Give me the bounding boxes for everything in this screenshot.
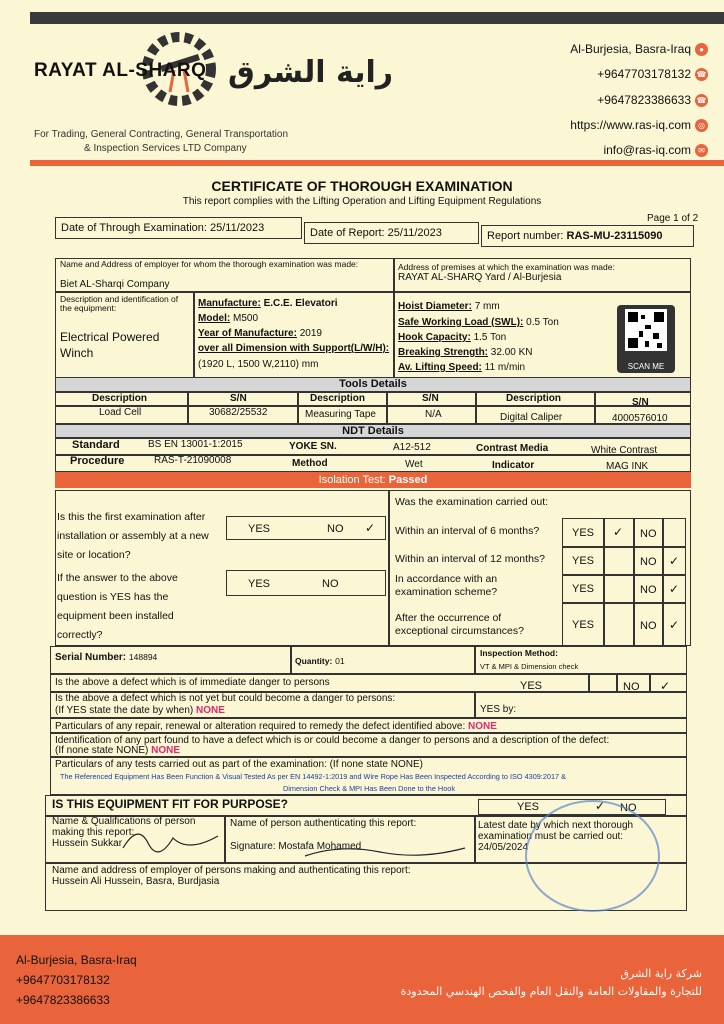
signature-icon xyxy=(118,818,228,858)
exam-date-label: Date of Through Examination: xyxy=(61,222,207,234)
tools-col-sn-1: S/N xyxy=(230,393,247,404)
identification-label: Identification of any part found to have a defect which is or could become a danger to persons and a description of the defect: xyxy=(55,735,610,746)
employer-value: Biet AL-Sharqi Company xyxy=(60,279,170,290)
divider xyxy=(388,490,390,646)
next-exam-label: examination must be carried out: xyxy=(478,831,624,842)
equipment-desc-value: Electrical Powered Winch xyxy=(60,330,160,360)
qual-label: making this report: xyxy=(52,827,135,838)
dims-label: over all Dimension with Support(L/W/H): xyxy=(198,343,390,354)
tools-header: Tools Details xyxy=(55,377,691,392)
hoist-value: 7 mm xyxy=(474,301,500,312)
dims-value: (1920 L, 1500 W,2110) mm xyxy=(198,359,319,370)
footer-arabic-line: للتجارة والمقاولات العامة والنقل العام والفحص الهندسي المحدودة xyxy=(400,985,702,998)
tool-desc: Digital Caliper xyxy=(500,412,563,423)
tool-sn: N/A xyxy=(425,409,442,420)
q2-line: If the answer to the above xyxy=(57,572,178,584)
premises-value: RAYAT AL-SHARQ Yard / Al-Burjesia xyxy=(398,272,562,283)
divider xyxy=(562,546,686,548)
globe-icon: ◎ xyxy=(695,119,708,132)
check-icon: ✓ xyxy=(595,799,606,813)
fit-yes[interactable]: YES xyxy=(517,801,540,813)
address-text: Al-Burjesia, Basra-Iraq xyxy=(570,42,691,56)
qual-label: Name & Qualifications of person xyxy=(52,816,196,827)
tool-sn: 4000576010 xyxy=(612,413,668,424)
speed-label: Av. Lifting Speed: xyxy=(398,362,482,373)
danger2-label: Is the above a defect which is not yet but could become a danger to persons: xyxy=(55,693,396,704)
repair-none: NONE xyxy=(468,721,497,732)
contact-phone-1 xyxy=(597,67,708,81)
speed-value: 11 m/min xyxy=(484,362,526,373)
qual-name: Hussein Sukkar xyxy=(52,838,123,849)
yoke-value: A12-512 xyxy=(393,442,431,453)
footer-arabic-line: شركة راية الشرق xyxy=(620,967,702,980)
i12-yes[interactable]: YES xyxy=(572,555,595,567)
fit-no[interactable]: NO xyxy=(620,802,637,814)
tests-value: Dimension Check & MPI Has Been Done to the Hook xyxy=(283,784,455,793)
q2-yes[interactable]: YES xyxy=(248,578,271,590)
report-number xyxy=(487,230,663,242)
tools-col-desc-3: Description xyxy=(506,393,562,404)
method-label: Method xyxy=(292,458,328,469)
report-date-label: Date of Report: xyxy=(310,227,385,239)
break-value: 32.00 KN xyxy=(490,347,533,358)
phone-icon: ☎ xyxy=(696,70,707,80)
indicator-label: Indicator xyxy=(492,460,535,471)
employer-persons-value: Hussein Ali Hussein, Basra, Burdjasia xyxy=(52,876,220,887)
divider xyxy=(474,646,476,674)
tool-desc: Measuring Tape xyxy=(305,409,376,420)
tests-value: The Referenced Equipment Has Been Function & Visual Tested As per EN 14492-1:2019 and Wire Rope Has Been Inspected According to ISO 4309:2017 & xyxy=(60,772,566,781)
q2-no[interactable]: NO xyxy=(322,578,339,590)
divider xyxy=(603,518,605,646)
danger-no[interactable]: NO xyxy=(623,681,640,693)
check-icon: ✓ xyxy=(365,521,376,535)
identification-none: NONE xyxy=(151,745,181,756)
divider xyxy=(474,692,476,718)
footer-arabic xyxy=(401,965,702,1001)
procedure-value: RAS-T-21090008 xyxy=(154,455,232,466)
repair-label: Particulars of any repair, renewal or alteration required to remedy the defect identified above: xyxy=(55,721,466,732)
hook-label: Hook Capacity: xyxy=(398,332,471,343)
tools-col-desc-2: Description xyxy=(310,393,366,404)
break-label: Breaking Strength: xyxy=(398,347,489,358)
phone-icon: ☎ xyxy=(696,96,707,106)
header-bar xyxy=(30,12,724,24)
premises-label: Address of premises at which the examination was made: xyxy=(398,262,615,272)
danger-yes[interactable]: YES xyxy=(520,680,543,692)
interval-12-label: Within an interval of 12 months? xyxy=(395,553,545,565)
contrast-label: Contrast Media xyxy=(476,443,549,454)
tools-col-sn-2: S/N xyxy=(422,393,439,404)
footer-phone-1: +9647703178132 xyxy=(16,973,110,987)
signature-label: Signature: xyxy=(230,841,276,852)
email-link[interactable]: info@ras-iq.com xyxy=(603,143,691,157)
danger-label: Is the above a defect which is of immediate danger to persons xyxy=(55,677,330,688)
tools-col-desc-1: Description xyxy=(92,393,148,404)
q1-line: Is this the first examination after xyxy=(57,511,206,523)
next-exam-label: Latest date by which next thorough xyxy=(478,820,634,831)
i6-yes[interactable]: YES xyxy=(572,527,595,539)
equipment-desc-label: Description and identification of the equipment: xyxy=(60,294,179,313)
scheme-line: In accordance with an xyxy=(395,573,498,585)
scheme-no[interactable]: NO xyxy=(640,584,657,596)
q1-yes[interactable]: YES xyxy=(248,523,271,535)
contrast-value: White Contrast xyxy=(591,445,658,456)
swl-value: 0.5 Ton xyxy=(526,317,559,328)
contact-address xyxy=(570,42,708,56)
exam-date-value: 25/11/2023 xyxy=(210,222,265,234)
scan-me-label: SCAN ME xyxy=(627,362,665,371)
report-date xyxy=(310,227,442,239)
certificate-title: CERTIFICATE OF THOROUGH EXAMINATION xyxy=(211,178,513,194)
q2-line: correctly? xyxy=(57,629,103,641)
model-label: Model: xyxy=(198,313,231,324)
divider xyxy=(588,674,590,692)
indicator-value: MAG INK xyxy=(606,461,649,472)
divider xyxy=(187,392,189,424)
swl-label: Safe Working Load (SWL): xyxy=(398,317,524,328)
authenticating-label: Name of person authenticating this report: xyxy=(230,818,417,829)
year-label: Year of Manufacture: xyxy=(198,328,297,339)
danger2-hint: (If YES state the date by when) xyxy=(55,705,194,716)
divider xyxy=(474,815,476,862)
hook-value: 1.5 Ton xyxy=(473,332,507,343)
year-value: 2019 xyxy=(299,328,322,339)
signature-icon xyxy=(300,838,470,862)
divider xyxy=(594,392,596,424)
divider xyxy=(562,574,686,576)
danger2-none: NONE xyxy=(196,705,225,716)
serial-label: Serial Number: xyxy=(55,652,127,663)
divider xyxy=(393,292,395,378)
tool-sn: 30682/25532 xyxy=(209,407,268,418)
divider xyxy=(662,518,664,646)
brand-name-arabic: راية الشرق xyxy=(228,55,394,90)
employer-label: Name and Address of employer for whom the thorough examination was made: xyxy=(60,259,359,269)
company-stamp-icon xyxy=(525,800,660,912)
procedure-label: Procedure xyxy=(70,455,125,467)
manufacture-label: Manufacture: xyxy=(198,298,261,309)
report-date-value: 25/11/2023 xyxy=(387,227,442,239)
serial-value: 148894 xyxy=(128,652,158,662)
check-icon: ✓ xyxy=(613,525,624,539)
divider xyxy=(393,258,395,292)
fit-for-purpose-label: IS THIS EQUIPMENT FIT FOR PURPOSE? xyxy=(52,797,289,811)
divider xyxy=(562,602,686,604)
q1-no[interactable]: NO xyxy=(327,523,344,535)
report-number-label: Report number: xyxy=(487,230,564,242)
tagline xyxy=(34,128,288,156)
footer-contacts xyxy=(16,950,137,1010)
inspection-method-value: VT & MPI & Dimension check xyxy=(480,662,579,671)
i6-no[interactable]: NO xyxy=(640,528,657,540)
divider xyxy=(386,392,388,424)
carried-out-label: Was the examination carried out: xyxy=(395,496,549,508)
qr-code[interactable] xyxy=(617,305,675,373)
next-exam-date: 24/05/2024 xyxy=(478,842,529,853)
divider xyxy=(649,674,651,692)
tools-col-sn-3: S/N xyxy=(632,397,649,408)
contact-email[interactable] xyxy=(603,143,708,157)
yoke-label: YOKE SN. xyxy=(289,441,337,452)
q1-line: installation or assembly at a new xyxy=(57,530,209,542)
divider xyxy=(297,392,299,424)
tagline-line-1: For Trading, General Contracting, General Transportation xyxy=(34,129,289,140)
location-icon: ● xyxy=(695,43,708,56)
scheme-yes[interactable]: YES xyxy=(572,583,595,595)
divider xyxy=(193,292,195,378)
employer-persons-label: Name and address of employer of persons making and authenticating this report: xyxy=(52,865,411,876)
standard-label: Standard xyxy=(72,439,120,451)
header-divider xyxy=(30,160,724,166)
quantity-label: Quantity: xyxy=(295,656,333,666)
footer-address: Al-Burjesia, Basra-Iraq xyxy=(16,953,137,967)
q1-line: site or location? xyxy=(57,549,131,561)
exceptional-no[interactable]: NO xyxy=(640,620,657,632)
ndt-header: NDT Details xyxy=(55,424,691,438)
isolation-label: Isolation Test: xyxy=(318,474,386,486)
footer-phone-2: +9647823386633 xyxy=(16,993,110,1007)
mail-icon: ✉ xyxy=(695,144,708,157)
q2-line: question is YES has the xyxy=(57,591,169,603)
contact-website[interactable] xyxy=(570,118,708,132)
tool-desc: Load Cell xyxy=(99,407,142,418)
check-icon: ✓ xyxy=(660,679,671,693)
hoist-label: Hoist Diameter: xyxy=(398,301,472,312)
isolation-value: Passed xyxy=(388,474,428,486)
quantity-value: 01 xyxy=(335,656,345,666)
isolation-test-bar xyxy=(55,472,691,488)
page-number: Page 1 of 2 xyxy=(647,213,699,224)
i12-no[interactable]: NO xyxy=(640,556,657,568)
exceptional-yes[interactable]: YES xyxy=(572,619,595,631)
exam-date xyxy=(61,222,264,234)
phone-2-text: +9647823386633 xyxy=(597,93,691,107)
website-link[interactable]: https://www.ras-iq.com xyxy=(570,118,691,132)
phone-1-text: +9647703178132 xyxy=(597,67,691,81)
q2-line: equipment been installed xyxy=(57,610,174,622)
divider xyxy=(290,646,292,674)
divider xyxy=(475,392,477,424)
check-icon: ✓ xyxy=(669,618,680,632)
brand-name: RAYAT AL-SHARQ xyxy=(34,60,207,81)
tagline-line-2: & Inspection Services LTD Company xyxy=(84,143,247,154)
identification-hint: (If none state NONE) xyxy=(55,745,149,756)
interval-6-label: Within an interval of 6 months? xyxy=(395,525,540,537)
exceptional-line: exceptional circumstances? xyxy=(395,625,524,637)
contact-phone-2 xyxy=(597,93,708,107)
check-icon: ✓ xyxy=(669,582,680,596)
report-number-value: RAS-MU-23115090 xyxy=(566,230,663,242)
tests-label: Particulars of any tests carried out as part of the examination: (If none state NONE) xyxy=(55,759,423,770)
standard-value: BS EN 13001-1:2015 xyxy=(148,439,243,450)
certificate-subtitle: This report complies with the Lifting Operation and Lifting Equipment Regulations xyxy=(182,196,542,207)
check-icon: ✓ xyxy=(669,554,680,568)
divider xyxy=(633,518,635,646)
yes-by-label: YES by: xyxy=(480,704,517,715)
divider xyxy=(616,674,618,692)
qr-code-icon xyxy=(617,305,675,357)
inspection-method-label: Inspection Method: xyxy=(480,648,558,658)
manufacture-value: E.C.E. Elevatori xyxy=(263,298,338,309)
model-value: M500 xyxy=(233,313,259,324)
signature-name: Mostafa Mohamed xyxy=(278,841,362,852)
exceptional-line: After the occurrence of xyxy=(395,612,502,624)
scheme-line: examination scheme? xyxy=(395,586,498,598)
method-value: Wet xyxy=(405,459,423,470)
